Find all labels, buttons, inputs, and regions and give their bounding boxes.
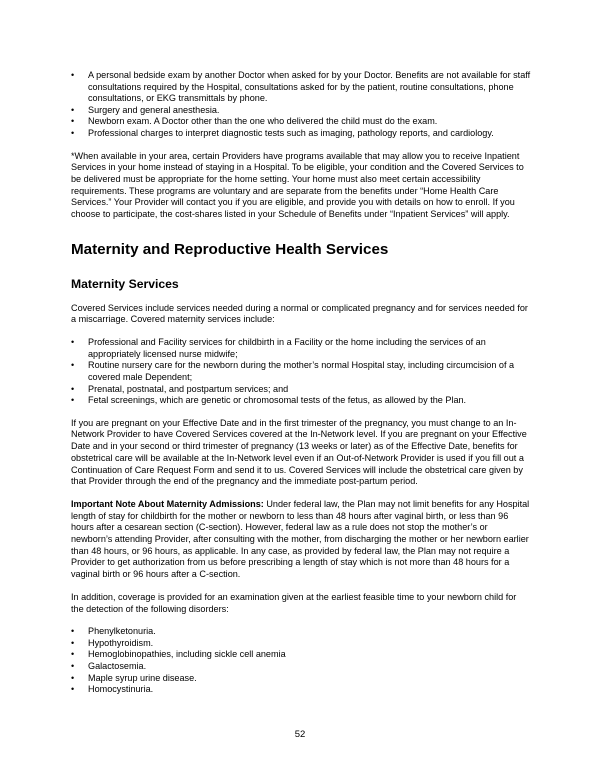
maternity-intro: Covered Services include services needed during a normal or complicated pregnancy and for services needed for a miscarriage. Covered maternity services include: <box>71 302 528 325</box>
page-content <box>71 70 531 696</box>
services-bullet-list <box>71 70 531 140</box>
list-item: • Phenylketonuria. <box>71 626 531 638</box>
list-item: • Surgery and general anesthesia. <box>71 105 531 117</box>
list-item: • Hypothyroidism. <box>71 638 531 650</box>
list-item: • Maple syrup urine disease. <box>71 673 531 685</box>
maternity-bullet-list <box>71 337 531 407</box>
list-item: • Routine nursery care for the newborn during the mother’s normal Hospital stay, including circumcision of a covered male Dependent; <box>71 360 531 383</box>
home-health-note: *When available in your area, certain Providers have programs available that may allow you to receive Inpatient Services in your home instead of staying in a Hospital. To be eligible, your condition and the Covered Services to be delivered must be appropriate for the home setting. Your home must also meet certain accessibility requirements. These programs are voluntary and are separate from the benefits under “Home Health Care Services.” Your Provider will contact you if you are eligible, and provide you with details on how to enroll. If you choose to participate, the cost-shares listed in your Schedule of Benefits under “Inpatient Services” will apply. <box>71 150 524 220</box>
page-number: 52 <box>294 729 306 740</box>
important-note-text: Under federal law, the Plan may not limit benefits for any Hospital length of stay for childbirth for the mother or newborn to less than 48 hours after vaginal birth, or less than 96 hours after a cesarean section (C-section). However, federal law as a rule does not stop the mother’s or newborn’s attending Provider, after consulting with the mother, from discharging the mother or her newborn earlier than 48 hours, or 96 hours, as applicable. In any case, as provided by federal law, the Plan may not require a Provider to get authorization from us before prescribing a length of stay which is not more than 48 hours for a vaginal birth or 96 hours after a C-section. <box>71 498 530 580</box>
newborn-intro: In addition, coverage is provided for an examination given at the earliest feasible time to your newborn child for the detection of the following disorders: <box>71 591 517 614</box>
list-item: • Galactosemia. <box>71 661 531 673</box>
list-item: • Homocystinuria. <box>71 684 531 696</box>
list-item: • Hemoglobinopathies, including sickle cell anemia <box>71 649 531 661</box>
disorders-bullet-list <box>71 626 531 696</box>
important-note-label: Important Note About Maternity Admissions: <box>71 498 264 509</box>
important-note-paragraph <box>71 499 531 581</box>
list-item: • Professional and Facility services for childbirth in a Facility or the home including the services of an appropriately licensed nurse midwife; <box>71 337 531 360</box>
list-item: • A personal bedside exam by another Doctor when asked for by your Doctor. Benefits are not available for staff consultations required by the Hospital, consultations asked for by the patient, routine consultations, phone consultations, or EKG transmittals by phone. <box>71 70 531 105</box>
list-item: • Fetal screenings, which are genetic or chromosomal tests of the fetus, as allowed by the Plan. <box>71 395 531 407</box>
section-heading: Maternity and Reproductive Health Services <box>71 240 389 258</box>
list-item: • Prenatal, postnatal, and postpartum services; and <box>71 384 531 396</box>
list-item: • Professional charges to interpret diagnostic tests such as imaging, pathology reports, and cardiology. <box>71 128 531 140</box>
subsection-heading: Maternity Services <box>71 276 179 291</box>
list-item: • Newborn exam. A Doctor other than the one who delivered the child must do the exam. <box>71 116 531 128</box>
pregnancy-paragraph: If you are pregnant on your Effective Date and in the first trimester of the pregnancy, you must change to an In-Network Provider to have Covered Services covered at the In-Network level. If you are pregnant on your Effective Date and in your second or third trimester of pregnancy (13 weeks or later) as of the Effective Date, benefits for obstetrical care will be available at the In-Network level even if an Out-of-Network Provider is used if you fill out a Continuation of Care Request Form and send it to us. Covered Services will include the obstetrical care given by that Provider through the end of the pregnancy and the immediate post-partum period. <box>71 417 527 487</box>
